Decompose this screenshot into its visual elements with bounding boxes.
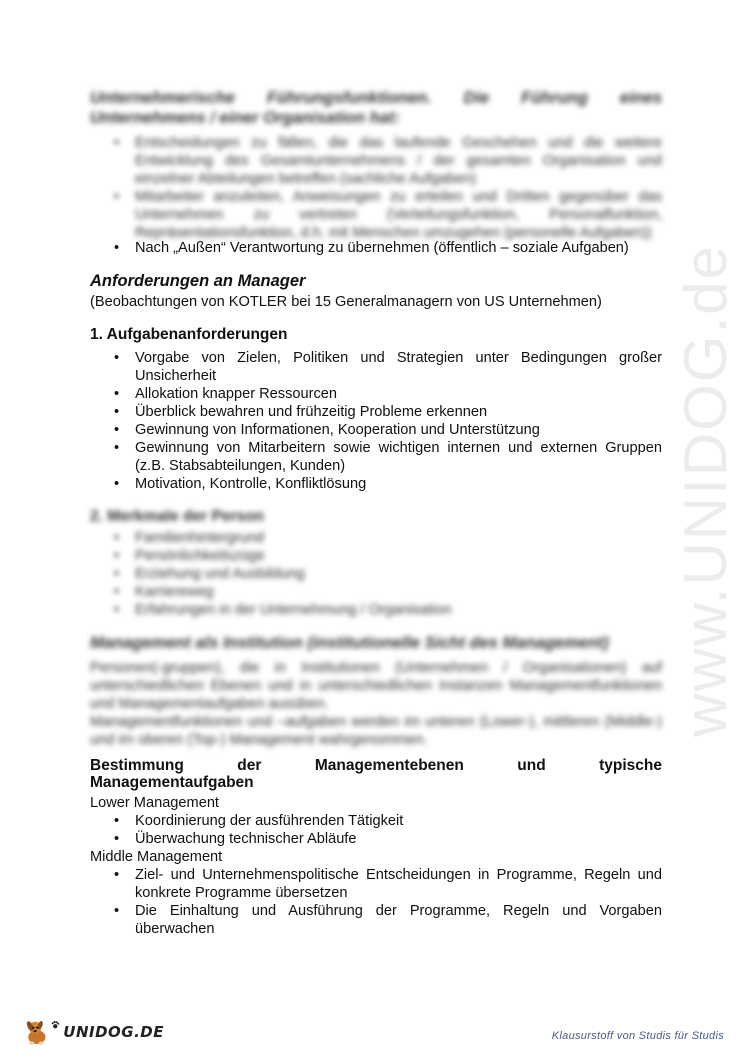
list-item: • Überwachung technischer Abläufe <box>90 830 662 848</box>
section-personal-traits <box>90 507 662 619</box>
list-item: • Erziehung und Ausbildung <box>90 565 662 583</box>
bullet-list <box>90 349 662 493</box>
list-item: • Mitarbeiter anzuleiten, Anweisungen zu erteilen und Dritten gegenüber das Unternehmen zu vertreten (Verteilungsfunktion, Personalfunktion, Repräsentationsfunktion, d.h. mit Menschen umzugehen (personelle Aufgaben)) <box>90 188 662 242</box>
section-leadership-functions <box>90 88 662 242</box>
dog-icon <box>24 1016 50 1048</box>
section-heading: 2. Merkmale der Person <box>90 508 265 525</box>
level-label-middle: Middle Management <box>90 849 223 865</box>
section-heading-line1: Bestimmung der Managementebenen und typische <box>90 757 662 774</box>
watermark-text: www.UNIDOG.de <box>671 243 739 737</box>
footer-tagline: Klausurstoff von Studis für Studis <box>551 1030 724 1042</box>
list-item: • Ziel- und Unternehmenspolitische Entscheidungen in Programme, Regeln und konkrete Programme übersetzen <box>90 866 662 902</box>
section-intro: (Beobachtungen von KOTLER bei 15 Generalmanagern von US Unternehmen) <box>90 294 602 310</box>
section-heading: Management als Institution (institutionelle Sicht des Management) <box>90 634 609 652</box>
section-heading-line2: Managementaufgaben <box>90 774 254 791</box>
bullet-list <box>90 239 662 257</box>
list-item: • Allokation knapper Ressourcen <box>90 385 662 403</box>
bullet-list <box>90 866 662 938</box>
section-management-levels <box>90 757 662 938</box>
list-item: • Erfahrungen in der Unternehmung / Organisation <box>90 601 662 619</box>
list-item: • Überblick bewahren und frühzeitig Probleme erkennen <box>90 403 662 421</box>
paragraph: Managementfunktionen und –aufgaben werden im unteren (Lower-), mittleren (Middle-) und im oberen (Top-) Management wahrgenommen. <box>90 714 662 748</box>
section-management-institution <box>90 633 662 749</box>
level-label-lower: Lower Management <box>90 795 219 811</box>
paw-icon <box>51 1020 60 1030</box>
bullet-list <box>90 812 662 848</box>
bullet-list <box>90 529 662 619</box>
list-item: • Koordinierung der ausführenden Tätigkeit <box>90 812 662 830</box>
document-body <box>90 88 662 938</box>
logo-text: UNIDOG.DE <box>63 1023 164 1041</box>
section-task-requirements <box>90 325 662 493</box>
paragraph: Personen(-gruppen), die in Institutionen (Unternehmen / Organisationen) auf unterschiedlichen Ebenen und in unterschiedlichen Instanzen Managementfunktionen und Managementaufgaben ausüben. <box>90 660 662 712</box>
watermark <box>650 230 750 750</box>
list-item: • Gewinnung von Informationen, Kooperation und Unterstützung <box>90 421 662 439</box>
list-item: • Vorgabe von Zielen, Politiken und Strategien unter Bedingungen großer Unsicherheit <box>90 349 662 385</box>
footer-logo[interactable] <box>24 1014 164 1050</box>
list-item: • Entscheidungen zu fällen, die das laufende Geschehen und die weitere Entwicklung des Gesamtunternehmens / der gesamten Organisation und einzelner Abteilungen betreffen (sachliche Aufgaben) <box>90 134 662 188</box>
section-requirements <box>90 271 662 311</box>
section-heading: Anforderungen an Manager <box>90 272 306 290</box>
list-item: • Karriereweg <box>90 583 662 601</box>
bullet-list <box>90 134 662 242</box>
list-item: • Familienhintergrund <box>90 529 662 547</box>
list-item: • Persönlichkeitszüge <box>90 547 662 565</box>
list-item: • Nach „Außen“ Verantwortung zu übernehmen (öffentlich – soziale Aufgaben) <box>90 239 662 257</box>
list-item: • Gewinnung von Mitarbeitern sowie wichtigen internen und externen Gruppen (z.B. Stabsabteilungen, Kunden) <box>90 439 662 475</box>
list-item: • Die Einhaltung und Ausführung der Programme, Regeln und Vorgaben überwachen <box>90 902 662 938</box>
list-item: • Motivation, Kontrolle, Konfliktlösung <box>90 475 662 493</box>
section-heading: Unternehmerische Führungsfunktionen. Die Führung eines Unternehmens / einer Organisation hat: <box>90 89 662 127</box>
section-heading: 1. Aufgabenanforderungen <box>90 326 288 343</box>
